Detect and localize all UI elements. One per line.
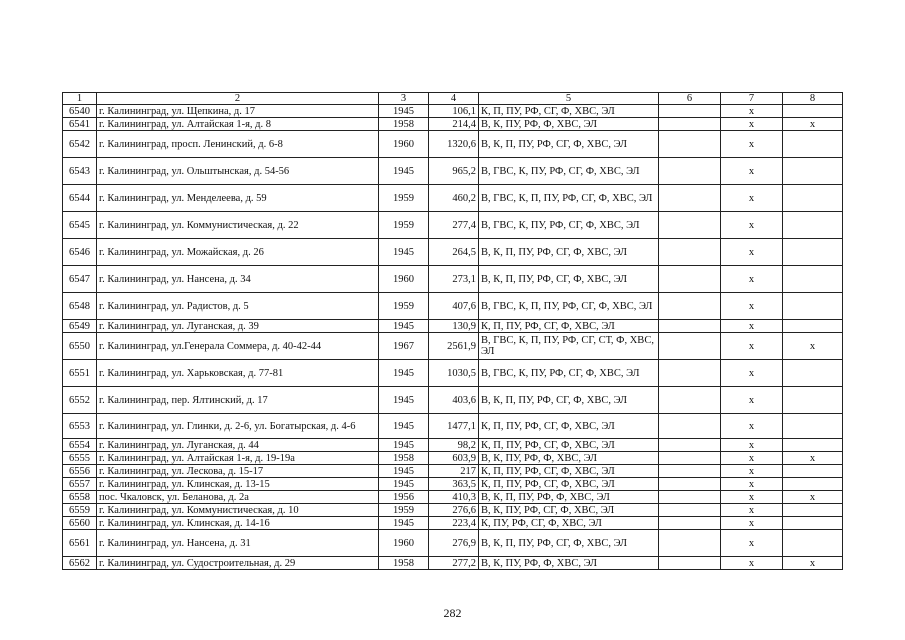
address-cell: г. Калининград, ул. Луганская, д. 44 [97,439,379,452]
column-6-cell [659,465,721,478]
address-cell: г. Калининград, ул. Алтайская 1-я, д. 8 [97,118,379,131]
page-number: 282 [443,606,462,620]
utilities-cell: К, П, ПУ, РФ, СГ, Ф, ХВС, ЭЛ [479,105,659,118]
table-row [63,239,843,266]
column-8-mark-cell [783,504,843,517]
utilities-cell: К, П, ПУ, РФ, СГ, Ф, ХВС, ЭЛ [479,465,659,478]
area-cell: 407,6 [429,293,479,320]
column-7-mark-cell: х [721,439,783,452]
column-8-mark-cell [783,158,843,185]
area-cell: 965,2 [429,158,479,185]
record-number-cell: 6544 [63,185,97,212]
record-number-cell: 6562 [63,557,97,570]
column-6-cell [659,517,721,530]
utilities-cell: В, К, ПУ, РФ, Ф, ХВС, ЭЛ [479,452,659,465]
table-row [63,158,843,185]
column-6-cell [659,158,721,185]
build-year-cell: 1945 [379,158,429,185]
area-cell: 410,3 [429,491,479,504]
address-cell: г. Калининград, ул. Лескова, д. 15-17 [97,465,379,478]
record-number-cell: 6559 [63,504,97,517]
column-8-mark-cell [783,185,843,212]
table-row [63,185,843,212]
column-6-cell [659,185,721,212]
column-6-cell [659,131,721,158]
record-number-cell: 6553 [63,414,97,439]
table-row [63,212,843,239]
column-7-mark-cell: х [721,530,783,557]
column-8-mark-cell [783,414,843,439]
column-header: 3 [379,93,429,105]
address-cell: г. Калининград, ул. Менделеева, д. 59 [97,185,379,212]
utilities-cell: В, ГВС, К, П, ПУ, РФ, СГ, СТ, Ф, ХВС, ЭЛ [479,333,659,360]
table-row [63,360,843,387]
column-8-mark-cell [783,439,843,452]
build-year-cell: 1956 [379,491,429,504]
column-7-mark-cell: х [721,293,783,320]
area-cell: 277,4 [429,212,479,239]
address-cell: г. Калининград, ул. Нансена, д. 34 [97,266,379,293]
column-8-mark-cell [783,360,843,387]
column-8-mark-cell: х [783,557,843,570]
column-6-cell [659,491,721,504]
column-header: 7 [721,93,783,105]
utilities-cell: В, К, ПУ, РФ, Ф, ХВС, ЭЛ [479,557,659,570]
column-number-header-row [63,93,843,105]
record-number-cell: 6546 [63,239,97,266]
address-cell: г. Калининград, ул. Глинки, д. 2-6, ул. Богатырская, д. 4-6 [97,414,379,439]
build-year-cell: 1958 [379,118,429,131]
column-8-mark-cell: х [783,491,843,504]
column-6-cell [659,439,721,452]
build-year-cell: 1967 [379,333,429,360]
build-year-cell: 1960 [379,530,429,557]
table-row [63,131,843,158]
address-cell: г. Калининград, ул. Клинская, д. 13-15 [97,478,379,491]
column-8-mark-cell [783,478,843,491]
build-year-cell: 1945 [379,239,429,266]
column-6-cell [659,118,721,131]
column-7-mark-cell: х [721,105,783,118]
utilities-cell: К, П, ПУ, РФ, СГ, Ф, ХВС, ЭЛ [479,414,659,439]
column-8-mark-cell: х [783,118,843,131]
utilities-cell: В, К, П, ПУ, РФ, СГ, Ф, ХВС, ЭЛ [479,131,659,158]
build-year-cell: 1945 [379,478,429,491]
table-row [63,414,843,439]
record-number-cell: 6545 [63,212,97,239]
column-7-mark-cell: х [721,333,783,360]
table-row [63,439,843,452]
record-number-cell: 6554 [63,439,97,452]
utilities-cell: В, ГВС, К, П, ПУ, РФ, СГ, Ф, ХВС, ЭЛ [479,293,659,320]
build-year-cell: 1959 [379,212,429,239]
build-year-cell: 1960 [379,266,429,293]
column-7-mark-cell: х [721,158,783,185]
utilities-cell: К, ПУ, РФ, СГ, Ф, ХВС, ЭЛ [479,517,659,530]
column-7-mark-cell: х [721,491,783,504]
build-year-cell: 1945 [379,414,429,439]
column-7-mark-cell: х [721,452,783,465]
column-8-mark-cell [783,387,843,414]
record-number-cell: 6561 [63,530,97,557]
column-6-cell [659,452,721,465]
build-year-cell: 1959 [379,185,429,212]
area-cell: 214,4 [429,118,479,131]
area-cell: 276,9 [429,530,479,557]
column-6-cell [659,414,721,439]
table-row [63,465,843,478]
table-row [63,530,843,557]
table-row [63,452,843,465]
record-number-cell: 6547 [63,266,97,293]
column-8-mark-cell [783,517,843,530]
column-header: 8 [783,93,843,105]
column-7-mark-cell: х [721,414,783,439]
utilities-cell: В, ГВС, К, П, ПУ, РФ, СГ, Ф, ХВС, ЭЛ [479,185,659,212]
address-cell: г. Калининград, ул. Коммунистическая, д. 10 [97,504,379,517]
area-cell: 363,5 [429,478,479,491]
column-8-mark-cell [783,212,843,239]
address-cell: г. Калининград, пер. Ялтинский, д. 17 [97,387,379,414]
column-8-mark-cell [783,266,843,293]
address-cell: г. Калининград, ул. Луганская, д. 39 [97,320,379,333]
table-row [63,491,843,504]
address-cell: пос. Чкаловск, ул. Беланова, д. 2а [97,491,379,504]
record-number-cell: 6542 [63,131,97,158]
column-header: 5 [479,93,659,105]
column-6-cell [659,557,721,570]
address-cell: г. Калининград, ул. Харьковская, д. 77-81 [97,360,379,387]
utilities-cell: К, П, ПУ, РФ, СГ, Ф, ХВС, ЭЛ [479,439,659,452]
utilities-cell: В, ГВС, К, ПУ, РФ, СГ, Ф, ХВС, ЭЛ [479,212,659,239]
record-number-cell: 6543 [63,158,97,185]
table-row [63,293,843,320]
build-year-cell: 1959 [379,293,429,320]
record-number-cell: 6549 [63,320,97,333]
area-cell: 277,2 [429,557,479,570]
table-row [63,105,843,118]
build-year-cell: 1945 [379,320,429,333]
table-row [63,517,843,530]
column-6-cell [659,478,721,491]
column-8-mark-cell [783,105,843,118]
utilities-cell: К, П, ПУ, РФ, СГ, Ф, ХВС, ЭЛ [479,478,659,491]
record-number-cell: 6540 [63,105,97,118]
area-cell: 273,1 [429,266,479,293]
column-7-mark-cell: х [721,387,783,414]
address-cell: г. Калининград, ул. Радистов, д. 5 [97,293,379,320]
housing-registry-table [62,92,843,570]
area-cell: 1477,1 [429,414,479,439]
record-number-cell: 6552 [63,387,97,414]
column-header: 4 [429,93,479,105]
address-cell: г. Калининград, ул. Можайская, д. 26 [97,239,379,266]
area-cell: 264,5 [429,239,479,266]
build-year-cell: 1960 [379,131,429,158]
address-cell: г. Калининград, ул. Ольштынская, д. 54-56 [97,158,379,185]
area-cell: 403,6 [429,387,479,414]
column-7-mark-cell: х [721,320,783,333]
build-year-cell: 1945 [379,517,429,530]
utilities-cell: В, К, П, ПУ, РФ, Ф, ХВС, ЭЛ [479,491,659,504]
area-cell: 217 [429,465,479,478]
address-cell: г. Калининград, ул. Нансена, д. 31 [97,530,379,557]
column-7-mark-cell: х [721,131,783,158]
column-8-mark-cell [783,131,843,158]
column-8-mark-cell [783,320,843,333]
build-year-cell: 1958 [379,452,429,465]
build-year-cell: 1945 [379,387,429,414]
utilities-cell: В, К, П, ПУ, РФ, СГ, Ф, ХВС, ЭЛ [479,387,659,414]
table-row [63,333,843,360]
utilities-cell: К, П, ПУ, РФ, СГ, Ф, ХВС, ЭЛ [479,320,659,333]
record-number-cell: 6556 [63,465,97,478]
record-number-cell: 6560 [63,517,97,530]
address-cell: г. Калининград, просп. Ленинский, д. 6-8 [97,131,379,158]
address-cell: г. Калининград, ул. Алтайская 1-я, д. 19-19а [97,452,379,465]
table-row [63,320,843,333]
column-7-mark-cell: х [721,212,783,239]
address-cell: г. Калининград, ул. Судостроительная, д. 29 [97,557,379,570]
address-cell: г. Калининград, ул. Щепкина, д. 17 [97,105,379,118]
utilities-cell: В, К, П, ПУ, РФ, СГ, Ф, ХВС, ЭЛ [479,530,659,557]
column-7-mark-cell: х [721,118,783,131]
column-7-mark-cell: х [721,266,783,293]
area-cell: 106,1 [429,105,479,118]
column-8-mark-cell [783,293,843,320]
utilities-cell: В, ГВС, К, ПУ, РФ, СГ, Ф, ХВС, ЭЛ [479,360,659,387]
address-cell: г. Калининград, ул. Коммунистическая, д. 22 [97,212,379,239]
column-6-cell [659,360,721,387]
utilities-cell: В, ГВС, К, ПУ, РФ, СГ, Ф, ХВС, ЭЛ [479,158,659,185]
column-6-cell [659,293,721,320]
column-6-cell [659,320,721,333]
area-cell: 223,4 [429,517,479,530]
column-8-mark-cell [783,239,843,266]
column-7-mark-cell: х [721,517,783,530]
utilities-cell: В, К, ПУ, РФ, Ф, ХВС, ЭЛ [479,118,659,131]
record-number-cell: 6541 [63,118,97,131]
record-number-cell: 6555 [63,452,97,465]
record-number-cell: 6551 [63,360,97,387]
table-row [63,478,843,491]
area-cell: 460,2 [429,185,479,212]
column-6-cell [659,530,721,557]
record-number-cell: 6558 [63,491,97,504]
build-year-cell: 1945 [379,360,429,387]
table-row [63,266,843,293]
utilities-cell: В, К, П, ПУ, РФ, СГ, Ф, ХВС, ЭЛ [479,266,659,293]
column-8-mark-cell [783,530,843,557]
area-cell: 1320,6 [429,131,479,158]
column-7-mark-cell: х [721,557,783,570]
column-7-mark-cell: х [721,504,783,517]
column-header: 6 [659,93,721,105]
area-cell: 603,9 [429,452,479,465]
area-cell: 276,6 [429,504,479,517]
table-row [63,387,843,414]
address-cell: г. Калининград, ул.Генерала Соммера, д. 40-42-44 [97,333,379,360]
column-7-mark-cell: х [721,239,783,266]
column-8-mark-cell [783,465,843,478]
area-cell: 98,2 [429,439,479,452]
utilities-cell: В, К, П, ПУ, РФ, СГ, Ф, ХВС, ЭЛ [479,239,659,266]
column-6-cell [659,333,721,360]
build-year-cell: 1958 [379,557,429,570]
build-year-cell: 1945 [379,105,429,118]
housing-registry-table-wrapper [62,92,842,570]
column-header: 2 [97,93,379,105]
area-cell: 2561,9 [429,333,479,360]
record-number-cell: 6548 [63,293,97,320]
utilities-cell: В, К, ПУ, РФ, СГ, Ф, ХВС, ЭЛ [479,504,659,517]
record-number-cell: 6557 [63,478,97,491]
column-6-cell [659,105,721,118]
build-year-cell: 1945 [379,439,429,452]
column-7-mark-cell: х [721,478,783,491]
build-year-cell: 1945 [379,465,429,478]
column-7-mark-cell: х [721,185,783,212]
column-6-cell [659,212,721,239]
table-row [63,504,843,517]
column-7-mark-cell: х [721,465,783,478]
column-header: 1 [63,93,97,105]
area-cell: 1030,5 [429,360,479,387]
column-6-cell [659,504,721,517]
column-8-mark-cell: х [783,333,843,360]
table-row [63,118,843,131]
column-6-cell [659,239,721,266]
column-6-cell [659,387,721,414]
address-cell: г. Калининград, ул. Клинская, д. 14-16 [97,517,379,530]
table-row [63,557,843,570]
column-8-mark-cell: х [783,452,843,465]
record-number-cell: 6550 [63,333,97,360]
area-cell: 130,9 [429,320,479,333]
build-year-cell: 1959 [379,504,429,517]
column-6-cell [659,266,721,293]
column-7-mark-cell: х [721,360,783,387]
